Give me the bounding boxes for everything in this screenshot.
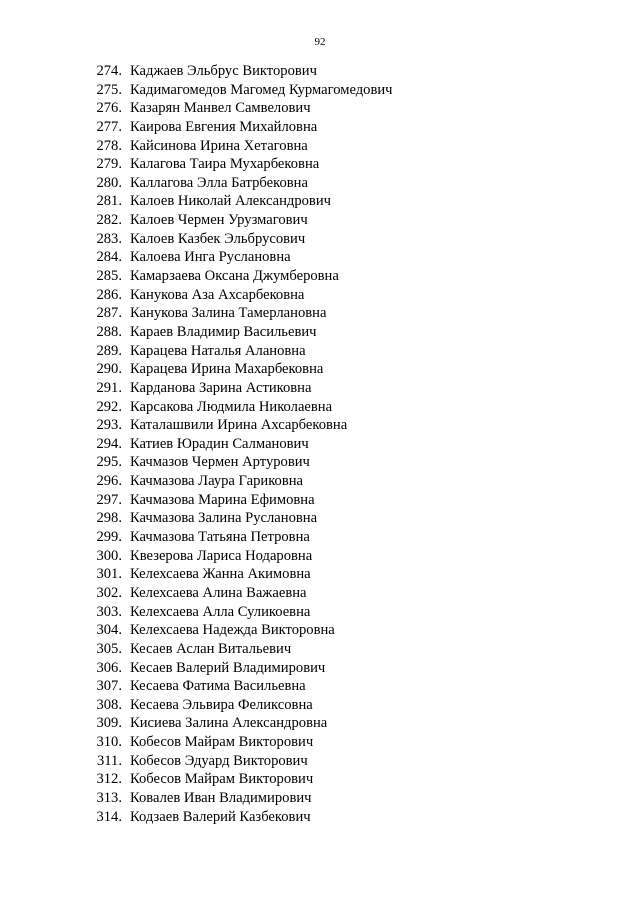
item-number: 293. xyxy=(96,417,122,434)
item-number: 297. xyxy=(96,491,122,508)
list-item xyxy=(0,155,640,174)
item-number: 280. xyxy=(96,174,122,191)
list-item xyxy=(0,379,640,398)
item-name: Качмазова Татьяна Петровна xyxy=(130,529,310,546)
list-item xyxy=(0,118,640,137)
list-item xyxy=(0,267,640,286)
item-name: Качмазова Залина Руслановна xyxy=(130,510,318,527)
list-item xyxy=(0,137,640,156)
list-item xyxy=(0,808,640,827)
list-item xyxy=(0,659,640,678)
item-number: 283. xyxy=(96,230,122,247)
item-name: Калоев Казбек Эльбрусович xyxy=(130,230,306,247)
item-name: Калоев Чермен Урузмагович xyxy=(130,212,308,229)
item-number: 287. xyxy=(96,305,122,322)
item-number: 276. xyxy=(96,100,122,117)
list-item xyxy=(0,752,640,771)
item-number: 312. xyxy=(96,771,122,788)
item-name: Кесаева Эльвира Феликсовна xyxy=(130,696,313,713)
item-name: Келехсаева Алла Суликоевна xyxy=(130,603,311,620)
item-number: 306. xyxy=(96,659,122,676)
item-number: 296. xyxy=(96,473,122,490)
item-number: 311. xyxy=(97,752,122,769)
list-item xyxy=(0,528,640,547)
item-number: 309. xyxy=(96,715,122,732)
list-item xyxy=(0,565,640,584)
item-name: Качмазова Марина Ефимовна xyxy=(130,491,315,508)
list-item xyxy=(0,603,640,622)
item-name: Кадимагомедов Магомед Курмагомедович xyxy=(130,81,393,98)
item-number: 313. xyxy=(96,789,122,806)
list-item xyxy=(0,248,640,267)
item-name: Карсакова Людмила Николаевна xyxy=(130,398,333,415)
item-number: 289. xyxy=(96,342,122,359)
item-number: 314. xyxy=(96,808,122,825)
list-item xyxy=(0,398,640,417)
list-item xyxy=(0,714,640,733)
list-item xyxy=(0,62,640,81)
item-name: Кисиева Залина Александровна xyxy=(130,715,328,732)
item-number: 300. xyxy=(96,547,122,564)
page-number: 92 xyxy=(314,36,326,48)
item-name: Карацева Наталья Алановна xyxy=(130,342,306,359)
item-name: Кесаев Валерий Владимирович xyxy=(130,659,326,676)
item-name: Катиев Юрадин Салманович xyxy=(130,435,309,452)
item-number: 278. xyxy=(96,137,122,154)
item-name: Кодзаев Валерий Казбекович xyxy=(130,808,311,825)
list-item xyxy=(0,323,640,342)
item-number: 301. xyxy=(96,566,122,583)
list-item xyxy=(0,640,640,659)
item-name: Качмазов Чермен Артурович xyxy=(130,454,310,471)
item-number: 310. xyxy=(96,734,122,751)
list-item xyxy=(0,230,640,249)
item-name: Каталашвили Ирина Ахсарбековна xyxy=(130,417,348,434)
item-name: Келехсаева Жанна Акимовна xyxy=(130,566,311,583)
list-item xyxy=(0,192,640,211)
item-number: 282. xyxy=(96,212,122,229)
item-number: 294. xyxy=(96,435,122,452)
item-number: 308. xyxy=(96,696,122,713)
item-number: 290. xyxy=(96,361,122,378)
item-name: Келехсаева Алина Важаевна xyxy=(130,584,307,601)
list-item xyxy=(0,174,640,193)
item-number: 286. xyxy=(96,286,122,303)
item-name: Квезерова Лариса Нодаровна xyxy=(130,547,313,564)
item-number: 295. xyxy=(96,454,122,471)
item-number: 277. xyxy=(96,118,122,135)
list-item xyxy=(0,472,640,491)
item-number: 304. xyxy=(96,622,122,639)
item-number: 284. xyxy=(96,249,122,266)
item-name: Кобесов Эдуард Викторович xyxy=(130,752,308,769)
list-item xyxy=(0,435,640,454)
list-item xyxy=(0,696,640,715)
list-item xyxy=(0,286,640,305)
item-name: Ковалев Иван Владимирович xyxy=(130,789,312,806)
list-item xyxy=(0,677,640,696)
list-item xyxy=(0,304,640,323)
item-number: 274. xyxy=(96,63,122,79)
list-item xyxy=(0,621,640,640)
item-name: Каджаев Эльбрус Викторович xyxy=(130,63,317,79)
item-name: Кайсинова Ирина Хетаговна xyxy=(130,137,308,154)
item-name: Кобесов Майрам Викторович xyxy=(130,771,314,788)
item-name: Караев Владимир Васильевич xyxy=(130,323,317,340)
item-number: 292. xyxy=(96,398,122,415)
item-name: Карданова Зарина Астиковна xyxy=(130,379,312,396)
list-item xyxy=(0,416,640,435)
item-number: 275. xyxy=(96,81,122,98)
item-name: Калоева Инга Руслановна xyxy=(130,249,291,266)
item-name: Кесаев Аслан Витальевич xyxy=(130,640,292,657)
list-item xyxy=(0,453,640,472)
item-name: Казарян Манвел Самвелович xyxy=(130,100,311,117)
item-number: 279. xyxy=(96,156,122,173)
list-item xyxy=(0,211,640,230)
list-item xyxy=(0,789,640,808)
list-item xyxy=(0,99,640,118)
item-name: Канукова Залина Тамерлановна xyxy=(130,305,327,322)
item-number: 281. xyxy=(96,193,122,210)
item-name: Камарзаева Оксана Джумберовна xyxy=(130,268,339,285)
item-name: Кобесов Майрам Викторович xyxy=(130,734,314,751)
list-item xyxy=(0,733,640,752)
list-item xyxy=(0,584,640,603)
item-name: Каллагова Элла Батрбековна xyxy=(130,174,308,191)
list-item xyxy=(0,360,640,379)
item-name: Калоев Николай Александрович xyxy=(130,193,331,210)
list-item xyxy=(0,547,640,566)
item-number: 288. xyxy=(96,323,122,340)
item-number: 291. xyxy=(96,379,122,396)
item-name: Келехсаева Надежда Викторовна xyxy=(130,622,335,639)
list-item xyxy=(0,491,640,510)
item-number: 305. xyxy=(96,640,122,657)
item-number: 303. xyxy=(96,603,122,620)
item-name: Каирова Евгения Михайловна xyxy=(130,118,318,135)
item-name: Калагова Таира Мухарбековна xyxy=(130,156,320,173)
list-item xyxy=(0,342,640,361)
item-number: 285. xyxy=(96,268,122,285)
item-name: Карацева Ирина Махарбековна xyxy=(130,361,324,378)
item-number: 302. xyxy=(96,584,122,601)
item-number: 298. xyxy=(96,510,122,527)
item-number: 307. xyxy=(96,678,122,695)
item-name: Качмазова Лаура Гариковна xyxy=(130,473,304,490)
list-item xyxy=(0,770,640,789)
list-item xyxy=(0,81,640,100)
list-item xyxy=(0,509,640,528)
item-name: Канукова Аза Ахсарбековна xyxy=(130,286,305,303)
item-number: 299. xyxy=(96,529,122,546)
name-list xyxy=(0,62,640,826)
item-name: Кесаева Фатима Васильевна xyxy=(130,678,306,695)
